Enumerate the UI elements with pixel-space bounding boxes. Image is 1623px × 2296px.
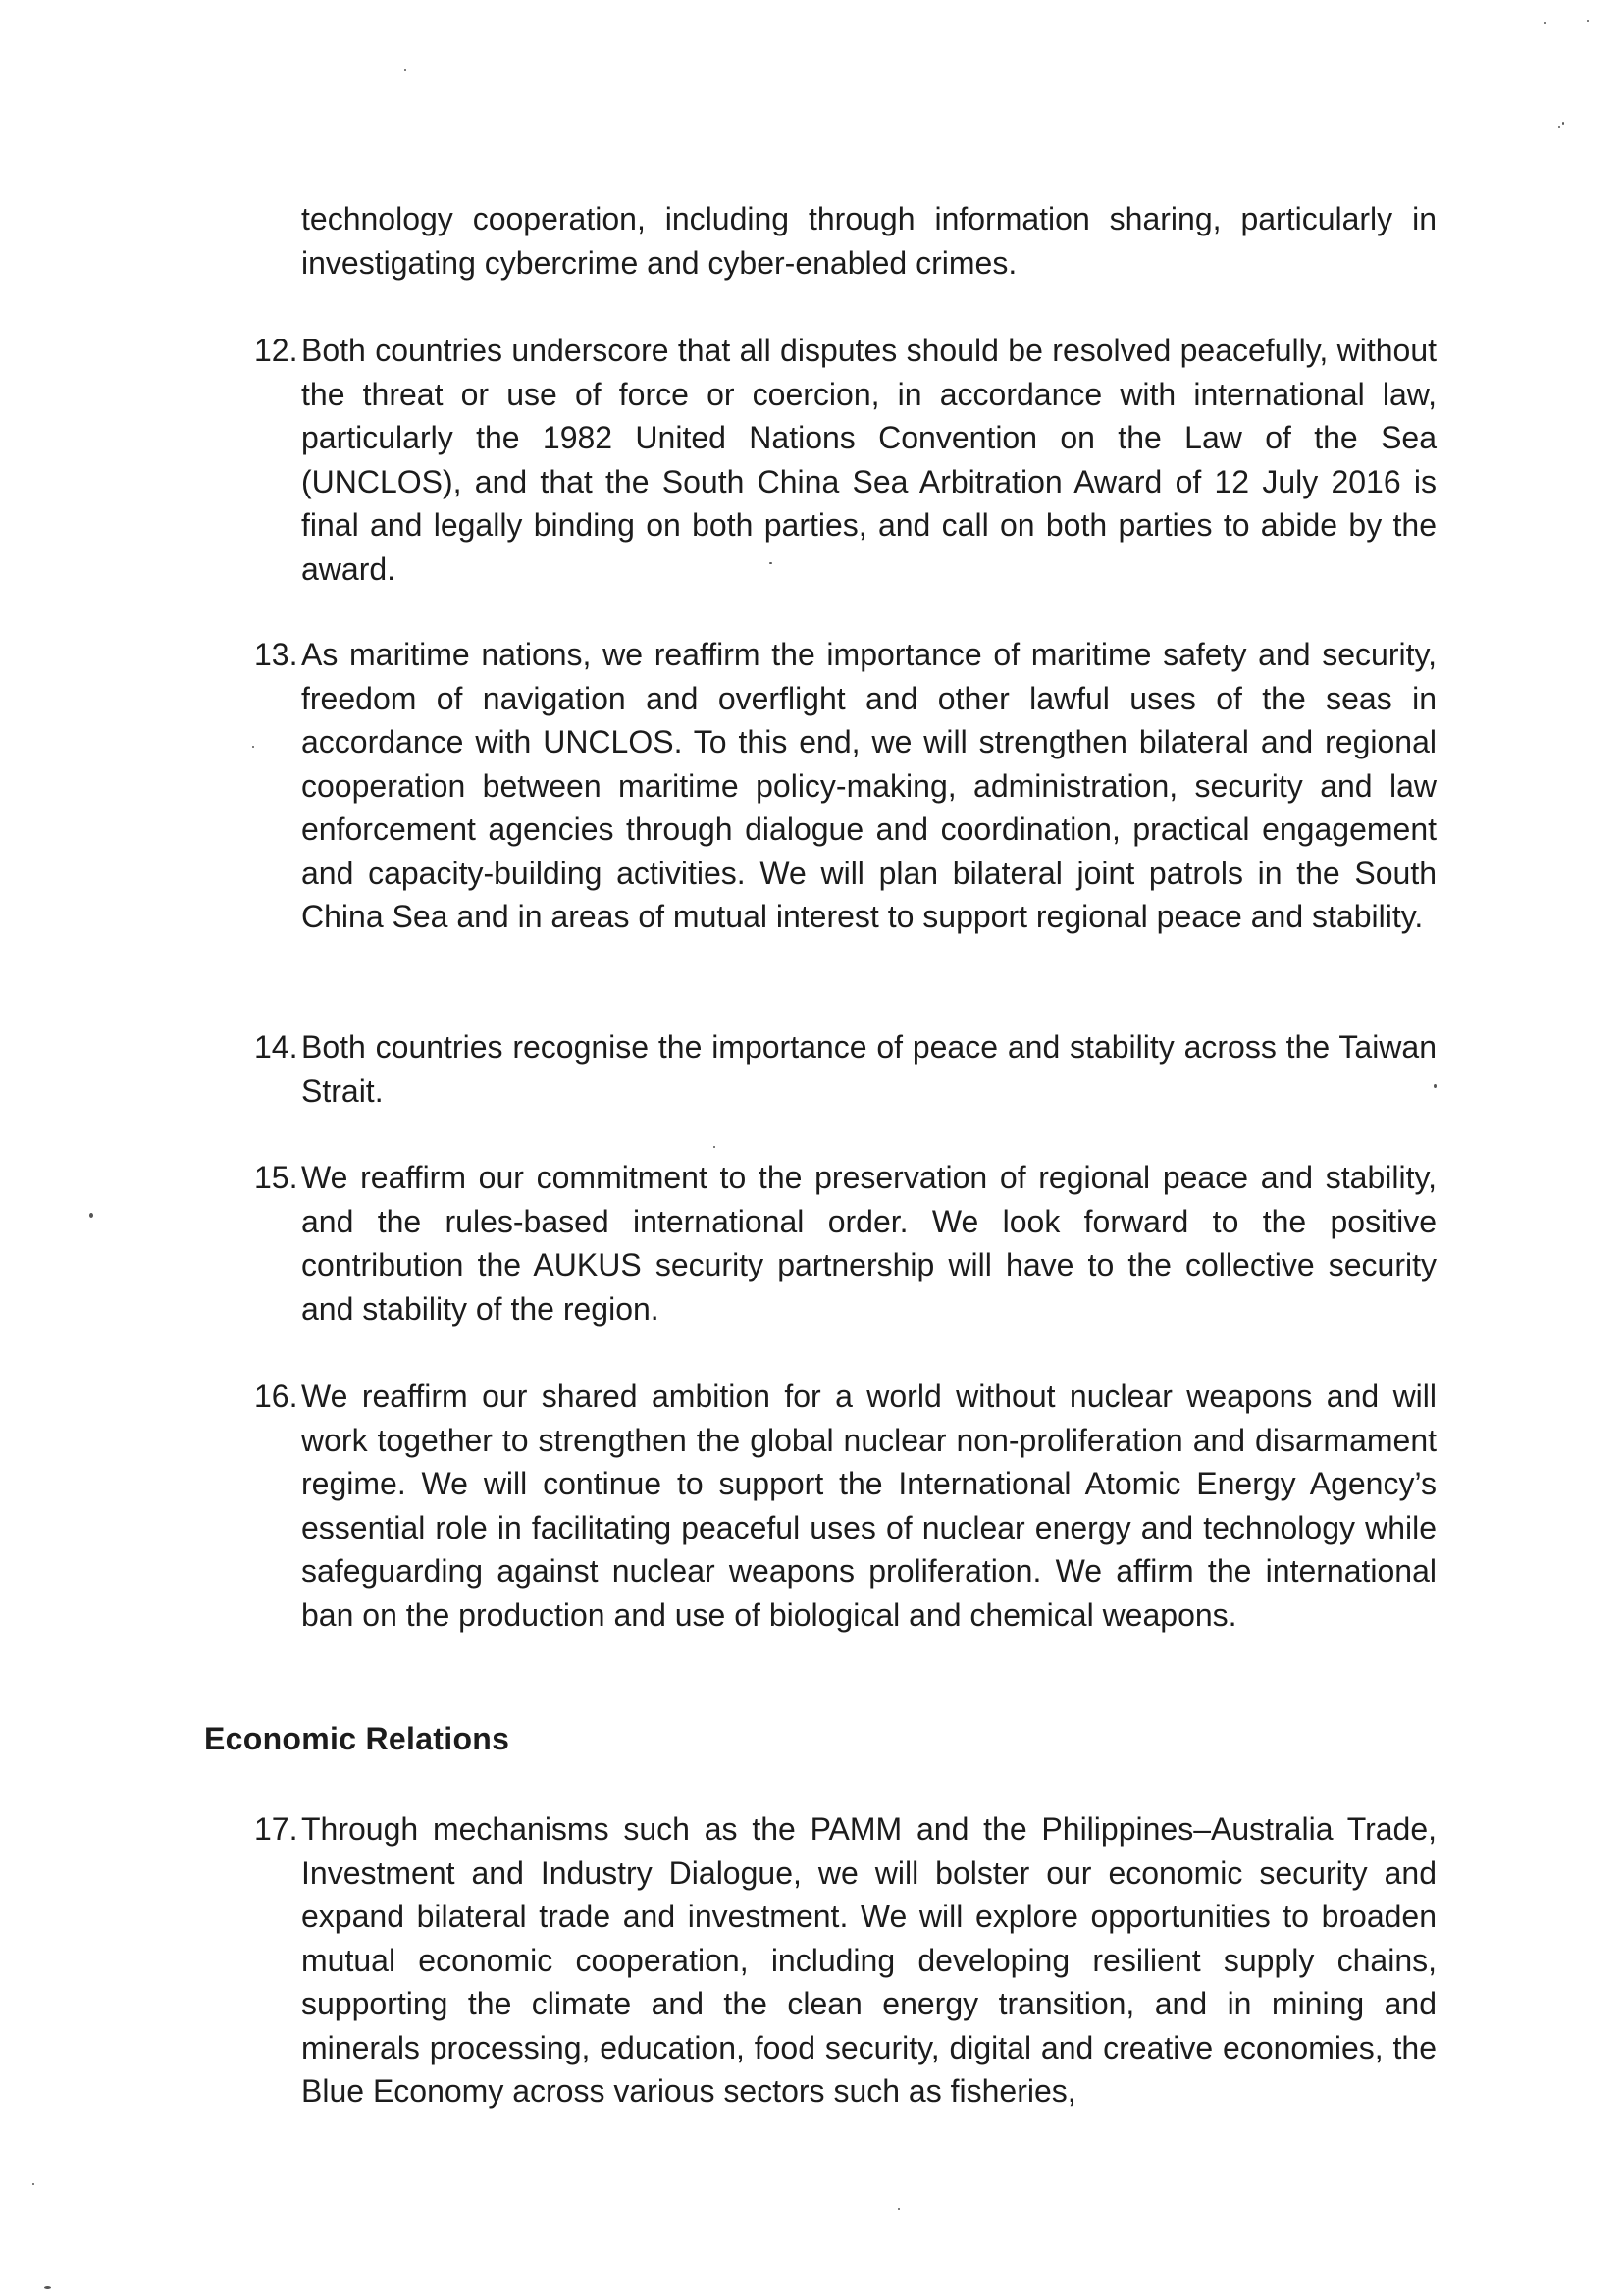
scan-speck [769,562,772,564]
paragraph-text: Through mechanisms such as the PAMM and the Philippines–Australia Trade, Investment and Industry Dialogue, we will bolster our economic security and expand bilateral trade and investment. We will explore opportunities to broaden mutual economic cooperation, including developing resilient supply chains, supporting the climate and the clean energy transition, and in mining and minerals processing, education, food security, digital and creative economies, the Blue Economy across various sectors such as fisheries, [301,1811,1437,2109]
paragraph-number: 13. [254,637,298,672]
scan-speck [1434,1084,1437,1088]
paragraph-text: Both countries recognise the importance of peace and stability across the Taiwan Strait. [301,1029,1437,1109]
paragraph-number: 12. [254,333,298,368]
paragraph-14 [301,1025,1437,1113]
scan-speck [1562,122,1564,125]
paragraph-number: 15. [254,1160,298,1195]
scan-speck [404,69,406,71]
scan-speck [1587,20,1589,22]
paragraph-12 [301,329,1437,591]
paragraph-13 [301,633,1437,939]
scan-speck [713,1146,715,1148]
paragraph-number: 14. [254,1029,298,1065]
scan-speck [89,1213,93,1218]
paragraph-text: We reaffirm our shared ambition for a world without nuclear weapons and will work together to strengthen the global nuclear non-proliferation and disarmament regime. We will continue to support the International Atomic Energy Agency’s essential role in facilitating peaceful uses of nuclear energy and technology while safeguarding against nuclear weapons proliferation. We affirm the international ban on the production and use of biological and chemical weapons. [301,1379,1437,1633]
paragraph-text: Both countries underscore that all disputes should be resolved peacefully, without the threat or use of force or coercion, in accordance with international law, particularly the 1982 United Nations Convention on the Law of the Sea (UNCLOS), and that the South China Sea Arbitration Award of 12 July 2016 is final and legally binding on both parties, and call on both parties to abide by the award. [301,333,1437,587]
scan-speck [252,746,254,748]
paragraph-16 [301,1375,1437,1637]
scan-speck [898,2208,900,2210]
scan-speck [1558,126,1560,128]
paragraph-text: technology cooperation, including through information sharing, particularly in investigating cybercrime and cyber-enabled crimes. [301,201,1437,281]
scan-speck [32,2183,34,2185]
paragraph-11-continuation [301,197,1437,285]
paragraph-text: As maritime nations, we reaffirm the importance of maritime safety and security, freedom of navigation and overflight and other lawful uses of the seas in accordance with UNCLOS. To this end, we will strengthen bilateral and regional cooperation between maritime policy-making, administration, security and law enforcement agencies through dialogue and coordination, practical engagement and capacity-building activities. We will plan bilateral joint patrols in the South China Sea and in areas of mutual interest to support regional peace and stability. [301,637,1437,934]
section-heading: Economic Relations [204,1721,510,1756]
scan-speck [44,2286,51,2289]
scan-speck [1544,22,1546,24]
paragraph-number: 17. [254,1811,298,1847]
paragraph-number: 16. [254,1379,298,1414]
paragraph-text: We reaffirm our commitment to the preservation of regional peace and stability, and the rules-based international order. We look forward to the positive contribution the AUKUS security partnership will have to the collective security and stability of the region. [301,1160,1437,1327]
paragraph-17 [301,1807,1437,2113]
paragraph-15 [301,1156,1437,1331]
